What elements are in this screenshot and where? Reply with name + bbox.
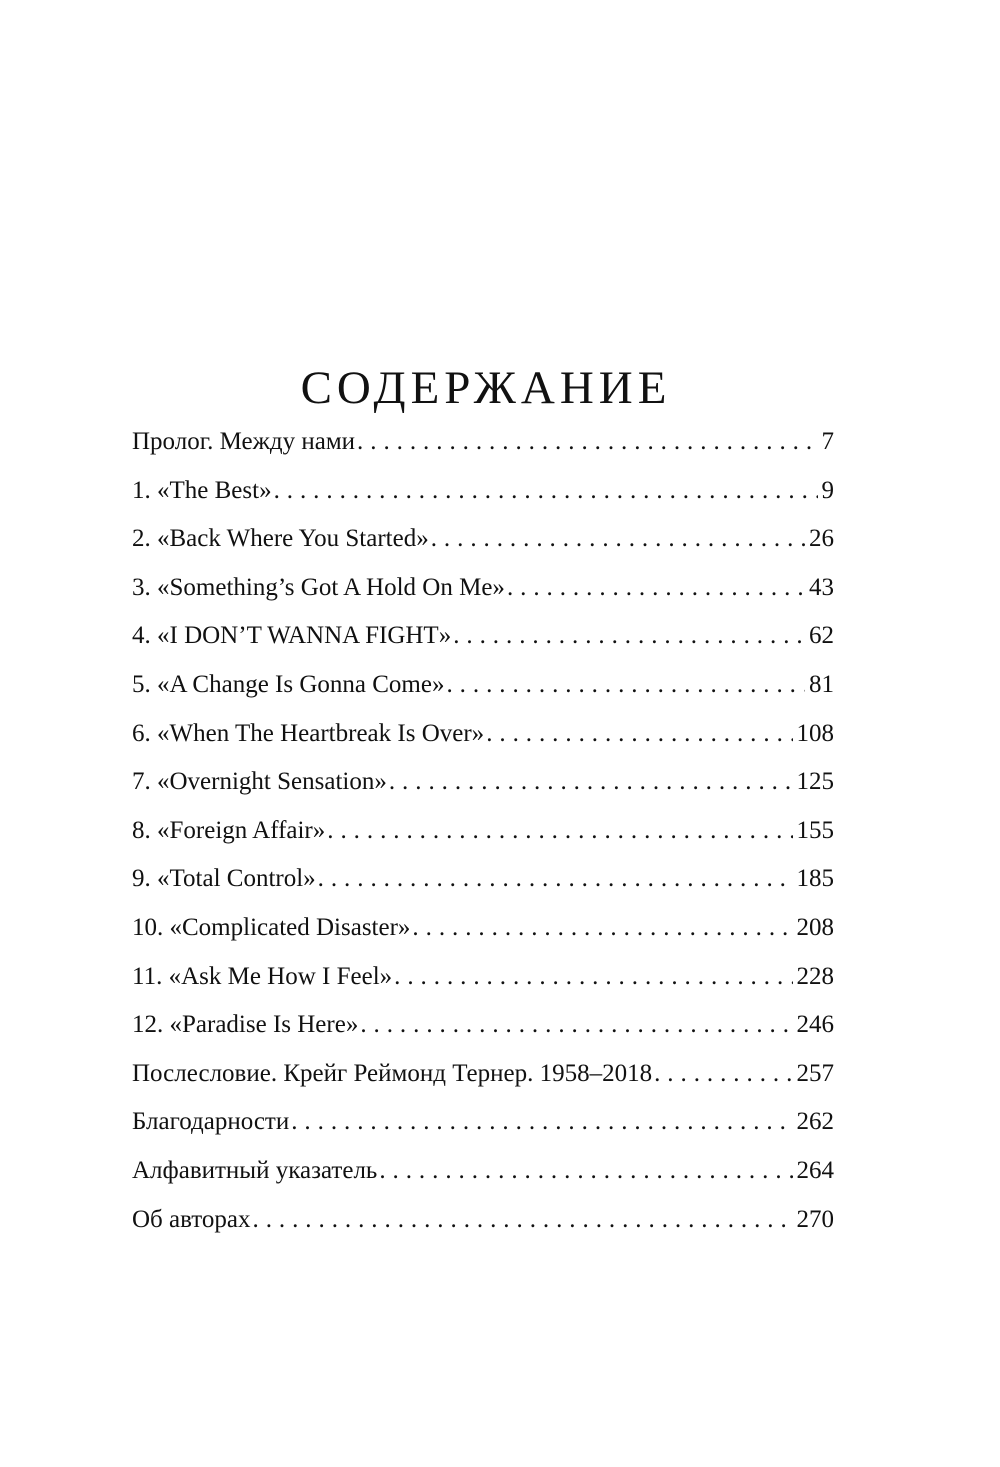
toc-entry-title: Алфавитный указатель [132,1156,378,1184]
toc-entry-page: 62 [809,622,834,650]
toc-entry[interactable] [132,1001,834,1050]
toc-entry-page: 228 [796,962,834,990]
toc-entry-title: 6. «When The Heartbreak Is Over» [132,719,485,747]
toc-entry-title: Благодарности [132,1108,290,1136]
dot-leader [274,467,818,516]
toc-entry-title: 4. «I DON’T WANNA FIGHT» [132,622,452,650]
toc-entry[interactable] [132,612,834,661]
toc-entry[interactable] [132,1147,834,1196]
toc-entry-title: Об авторах [132,1205,251,1233]
toc-entry-page: 155 [796,816,834,844]
toc-entry[interactable] [132,904,834,953]
dot-leader [507,564,805,613]
toc-entry-page: 270 [796,1205,834,1233]
dot-leader [431,515,805,564]
toc-entry-page: 125 [796,768,834,796]
dot-leader [360,1001,792,1050]
dot-leader [654,1050,792,1099]
toc-entry-page: 7 [821,428,834,455]
dot-leader [446,661,805,710]
toc-entry[interactable] [132,953,834,1002]
toc-entry-page: 257 [796,1059,834,1087]
dot-leader [253,1196,793,1245]
toc-entry-page: 81 [809,670,834,698]
dot-leader [318,855,793,904]
toc-entry[interactable] [132,661,834,710]
table-of-contents [132,418,834,1244]
toc-entry[interactable] [132,758,834,807]
dot-leader [291,1098,792,1147]
dot-leader [486,710,792,759]
dot-leader [357,418,817,467]
toc-entry[interactable] [132,1196,834,1245]
toc-entry-page: 26 [809,525,834,553]
toc-entry-title: Послесловие. Крейг Реймонд Тернер. 1958–2018 [132,1059,653,1087]
dot-leader [327,807,792,856]
dot-leader [379,1147,792,1196]
toc-entry-page: 262 [796,1108,834,1136]
toc-entry-title: 3. «Something’s Got A Hold On Me» [132,573,505,601]
toc-entry-page: 43 [809,573,834,601]
dot-leader [412,904,792,953]
toc-entry[interactable] [132,855,834,904]
toc-entry[interactable] [132,710,834,759]
dot-leader [394,953,792,1002]
toc-entry-title: 11. «Ask Me How I Feel» [132,962,393,990]
toc-entry-title: 9. «Total Control» [132,865,316,893]
toc-entry[interactable] [132,1098,834,1147]
toc-entry[interactable] [132,564,834,613]
toc-entry-title: Пролог. Между нами [132,428,356,455]
toc-entry[interactable] [132,807,834,856]
page-title: СОДЕРЖАНИЕ [300,362,672,414]
dot-leader [389,758,793,807]
toc-entry-title: 2. «Back Where You Started» [132,525,429,553]
toc-entry[interactable] [132,515,834,564]
toc-entry-title: 8. «Foreign Affair» [132,816,326,844]
toc-entry-title: 7. «Overnight Sensation» [132,768,387,796]
toc-entry[interactable] [132,467,834,516]
toc-entry-title: 10. «Complicated Disaster» [132,913,411,941]
toc-entry-page: 208 [796,913,834,941]
toc-entry[interactable] [132,1050,834,1099]
dot-leader [453,612,805,661]
toc-entry-title: 12. «Paradise Is Here» [132,1011,359,1039]
toc-entry-page: 9 [821,476,834,504]
toc-entry-page: 185 [796,865,834,893]
toc-entry[interactable] [132,418,834,467]
toc-entry-page: 264 [796,1156,834,1184]
toc-entry-page: 108 [796,719,834,747]
toc-entry-title: 5. «A Change Is Gonna Come» [132,670,445,698]
toc-entry-page: 246 [796,1011,834,1039]
toc-entry-title: 1. «The Best» [132,476,272,504]
